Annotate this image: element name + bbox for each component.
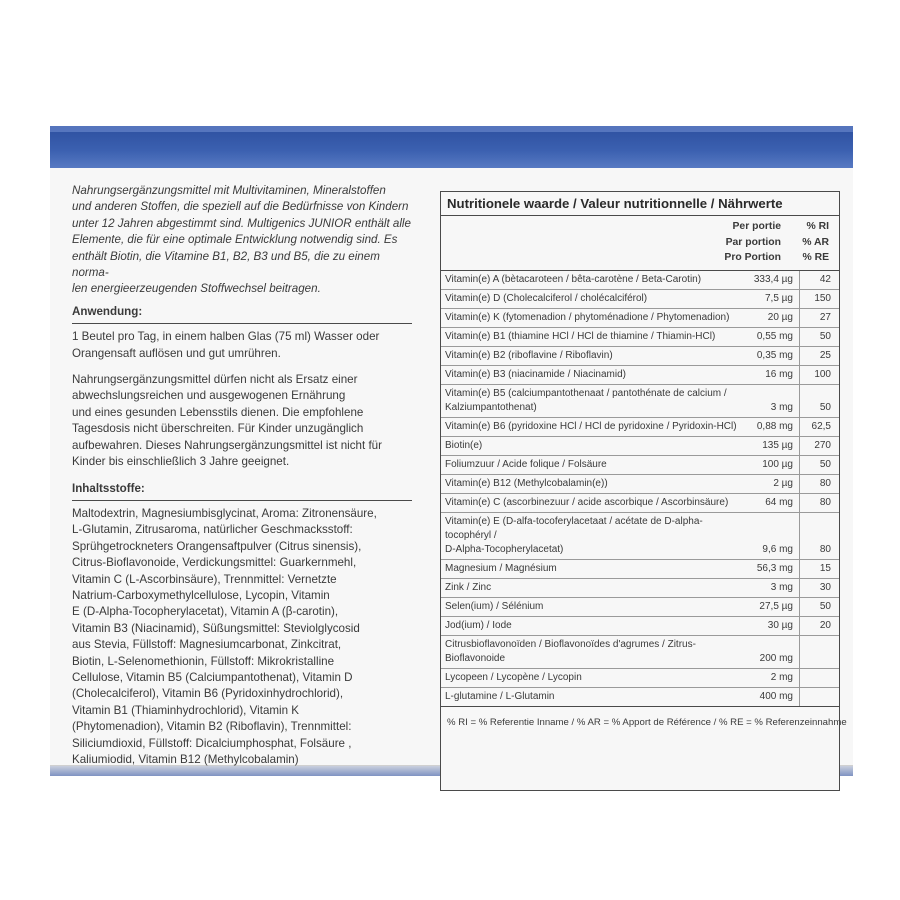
nutrient-name-line: Vitamin(e) K (fytomenadion / phytoménadione / Phytomenadion) (445, 311, 730, 323)
ingredients-line: Vitamin B3 (Niacinamid), Süßungsmittel: Steviolglycosid (72, 621, 360, 635)
nutrient-name (441, 494, 741, 512)
nutrient-ri (799, 636, 837, 668)
nutrient-ri: 62,5 (799, 418, 837, 436)
nutrient-name (441, 437, 741, 455)
nutrient-amount: 135 µg (762, 439, 793, 451)
description-column (72, 183, 412, 768)
ingredients-line: Cellulose, Vitamin B5 (Calciumpantothenat), Vitamin D (72, 670, 353, 684)
nutrient-name (441, 456, 741, 474)
usage-line: 1 Beutel pro Tag, in einem halben Glas (75 ml) Wasser oder (72, 330, 380, 344)
nutrient-amount: 3 mg (770, 401, 793, 413)
table-row (441, 271, 839, 290)
box-top-blue-band (50, 126, 853, 170)
nutrition-footnote: % RI = % Referentie Inname / % AR = % Apport de Référence / % RE = % Referenzeinnahme (447, 716, 847, 728)
table-row (441, 328, 839, 347)
nutrient-amount: 0,35 mg (756, 349, 793, 361)
nutrient-name (441, 385, 741, 417)
nutrient-amount: 0,55 mg (756, 330, 793, 342)
usage-text (72, 329, 412, 362)
nutrient-name-line: Vitamin(e) B5 (calciumpantothenaat / pantothénate de calcium / (445, 387, 727, 399)
table-row (441, 579, 839, 598)
table-row (441, 494, 839, 513)
nutrient-amount: 2 µg (773, 477, 793, 489)
nutrient-ri (799, 688, 837, 706)
nutrient-ri: 80 (799, 475, 837, 493)
intro-line: enthält Biotin, die Vitamine B1, B2, B3 und B5, die zu einem norma- (72, 249, 380, 280)
intro-line: unter 12 Jahren abgestimmt sind. Multigenics JUNIOR enthält alle (72, 216, 411, 230)
ingredients-line: (Cholecalciferol), Vitamin B6 (Pyridoxinhydrochlorid), (72, 687, 344, 701)
nutrient-name (441, 366, 741, 384)
nutrient-name-line: Biotin(e) (445, 439, 483, 451)
nutrient-name (441, 328, 741, 346)
nutrient-name (441, 598, 741, 616)
nutrient-name (441, 309, 741, 327)
nutrient-name (441, 513, 741, 559)
nutrient-ri: 50 (799, 328, 837, 346)
table-row (441, 418, 839, 437)
ingredients-text (72, 506, 412, 769)
warning-line: Tagesdosis nicht überschreiten. Für Kinder unzugänglich (72, 422, 364, 436)
nutrient-ri: 25 (799, 347, 837, 365)
box-top-highlight (50, 126, 853, 132)
nutrient-name-line: Lycopeen / Lycopène / Lycopin (445, 671, 582, 683)
nutrient-ri (799, 669, 837, 687)
ingredients-line: L-Glutamin, Zitrusaroma, natürlicher Geschmacksstoff: (72, 523, 353, 537)
nutrient-amount: 64 mg (765, 496, 793, 508)
table-row (441, 385, 839, 418)
intro-line: und anderen Stoffen, die speziell auf die Bedürfnisse von Kindern (72, 200, 409, 214)
ingredients-line: Maltodextrin, Magnesiumbisglycinat, Aroma: Zitronensäure, (72, 506, 377, 520)
nutrient-name-line: Vitamin(e) B1 (thiamine HCl / HCl de thiamine / Thiamin-HCl) (445, 330, 716, 342)
nutrient-name-line: Vitamin(e) B12 (Methylcobalamin(e)) (445, 477, 608, 489)
ingredients-line: Citrus-Bioflavonoide, Verdickungsmittel: Guarkernmehl, (72, 556, 357, 570)
header-ri-label: % RI (806, 221, 829, 232)
table-row (441, 309, 839, 328)
nutrition-table-header (441, 216, 839, 271)
table-row (441, 513, 839, 560)
nutrient-amount: 30 µg (767, 619, 793, 631)
nutrient-name-line: Vitamin(e) C (ascorbinezuur / acide ascorbique / Ascorbinsäure) (445, 496, 729, 508)
warning-line: abwechslungsreichen und ausgewogenen Ernährung (72, 389, 346, 403)
nutrient-name-line: Foliumzuur / Acide folique / Folsäure (445, 458, 607, 470)
nutrient-amount: 333,4 µg (753, 273, 793, 285)
nutrient-ri: 80 (799, 494, 837, 512)
nutrient-amount: 7,5 µg (764, 292, 793, 304)
ingredients-line: Vitamin B1 (Thiaminhydrochlorid), Vitamin K (72, 703, 300, 717)
nutrient-name (441, 290, 741, 308)
nutrient-name-line: Vitamin(e) B3 (niacinamide / Niacinamid) (445, 368, 626, 380)
nutrient-ri: 50 (799, 456, 837, 474)
intro-line: Elemente, die für eine optimale Entwicklung notwendig sind. Es (72, 233, 398, 247)
ingredients-line: E (D-Alpha-Tocopherylacetat), Vitamin A (β-carotin), (72, 605, 339, 619)
table-row (441, 688, 839, 707)
header-spacer (441, 219, 701, 266)
ingredients-line: Vitamin C (L-Ascorbinsäure), Trennmittel: Vernetzte (72, 572, 337, 586)
nutrient-ri: 270 (799, 437, 837, 455)
nutrient-name-line: Selen(ium) / Sélénium (445, 600, 544, 612)
table-row (441, 669, 839, 688)
nutrient-name (441, 579, 741, 597)
table-row (441, 475, 839, 494)
nutrient-name (441, 560, 741, 578)
nutrient-name (441, 418, 741, 436)
nutrient-name-line: Kalziumpantothenat) (445, 401, 537, 413)
table-row (441, 290, 839, 309)
ingredients-line: (Phytomenadion), Vitamin B2 (Riboflavin), Trennmittel: (72, 720, 352, 734)
nutrient-ri: 15 (799, 560, 837, 578)
nutrient-ri: 30 (799, 579, 837, 597)
nutrient-amount: 9,6 mg (762, 543, 793, 555)
intro-line: Nahrungsergänzungsmittel mit Multivitaminen, Mineralstoffen (72, 184, 386, 197)
warning-text (72, 372, 412, 470)
nutrition-table-title: Nutritionele waarde / Valeur nutritionnelle / Nährwerte (441, 192, 839, 216)
ingredients-line: Natrium-Carboxymethylcellulose, Lycopin, Vitamin (72, 588, 330, 602)
nutrient-amount: 100 µg (762, 458, 793, 470)
header-portion-label: Par portion (725, 236, 781, 248)
nutrient-name-line: L-glutamine / L-Glutamin (445, 690, 555, 702)
header-ri (789, 219, 837, 266)
nutrient-name (441, 688, 741, 706)
table-row (441, 598, 839, 617)
warning-line: aufbewahren. Dieses Nahrungsergänzungsmittel ist nicht für (72, 438, 382, 452)
nutrient-name-line: Vitamin(e) B6 (pyridoxine HCl / HCl de pyridoxine / Pyridoxin-HCl) (445, 420, 737, 432)
usage-heading: Anwendung: (72, 304, 412, 324)
nutrition-rows (441, 271, 839, 707)
nutrient-name-line: Vitamin(e) D (Cholecalciferol / cholécalciférol) (445, 292, 648, 304)
ingredients-line: Kaliumiodid, Vitamin B12 (Methylcobalamin) (72, 753, 299, 766)
nutrition-table (440, 191, 847, 791)
nutrient-name (441, 347, 741, 365)
ingredients-line: aus Stevia, Füllstoff: Magnesiumcarbonat, Zinkcitrat, (72, 638, 342, 652)
table-row (441, 617, 839, 636)
nutrient-ri: 50 (799, 598, 837, 616)
nutrient-name (441, 669, 741, 687)
header-ri-label: % RE (802, 252, 829, 263)
nutrient-ri: 20 (799, 617, 837, 635)
header-ri-label: % AR (802, 236, 829, 248)
nutrient-name-line: Zink / Zinc (445, 581, 492, 593)
nutrient-name (441, 271, 741, 289)
nutrient-amount: 2 mg (770, 671, 793, 683)
nutrient-name-line: Vitamin(e) A (bètacaroteen / bêta-carotène / Beta-Carotin) (445, 273, 702, 285)
nutrient-name-line: Jod(ium) / Iode (445, 619, 512, 631)
ingredients-line: Siliciumdioxid, Füllstoff: Dicalciumphosphat, Folsäure , (72, 736, 352, 750)
table-row (441, 636, 839, 669)
warning-line: Kinder bis einschließlich 3 Jahre geeignet. (72, 455, 290, 469)
nutrient-name (441, 636, 741, 668)
nutrient-ri: 150 (799, 290, 837, 308)
table-row (441, 437, 839, 456)
nutrient-ri: 27 (799, 309, 837, 327)
nutrient-name-line: Vitamin(e) B2 (riboflavine / Riboflavin) (445, 349, 613, 361)
ingredients-line: Sprühgetrockneters Orangensaftpulver (Citrus sinensis), (72, 539, 362, 553)
nutrient-ri: 42 (799, 271, 837, 289)
nutrient-ri: 80 (799, 513, 837, 559)
nutrient-name-line: Vitamin(e) E (D-alfa-tocoferylacetaat / acétate de D-alpha-tocophéryl / (445, 515, 703, 541)
nutrient-name-line: Magnesium / Magnésium (445, 562, 557, 574)
table-row (441, 560, 839, 579)
header-portion-label: Per portie (732, 221, 781, 232)
nutrient-name (441, 475, 741, 493)
intro-text (72, 183, 412, 298)
table-row (441, 456, 839, 475)
header-portion-label: Pro Portion (724, 252, 781, 263)
warning-line: Nahrungsergänzungsmittel dürfen nicht als Ersatz einer (72, 373, 358, 387)
ingredients-heading: Inhaltsstoffe: (72, 481, 412, 501)
intro-line: len energieerzeugenden Stoffwechsel beitragen. (72, 282, 321, 296)
nutrient-amount: 3 mg (770, 581, 793, 593)
nutrient-amount: 56,3 mg (756, 562, 793, 574)
nutrient-amount: 0,88 mg (756, 420, 793, 432)
nutrient-name-line: Citrusbioflavonoïden / Bioflavonoïdes d'agrumes / Zitrus-Bioflavonoide (445, 638, 696, 664)
header-portion (701, 219, 789, 266)
nutrient-name-line: D-Alpha-Tocopherylacetat) (445, 543, 564, 555)
table-row (441, 366, 839, 385)
nutrient-name (441, 617, 741, 635)
ingredients-line: Biotin, L-Selenomethionin, Füllstoff: Mikrokristalline (72, 654, 335, 668)
usage-line: Orangensaft auflösen und gut umrühren. (72, 346, 281, 360)
warning-line: und eines gesunden Lebensstils dienen. Die empfohlene (72, 405, 364, 419)
nutrient-ri: 100 (799, 366, 837, 384)
nutrient-amount: 400 mg (759, 690, 793, 702)
nutrient-amount: 27,5 µg (759, 600, 793, 612)
nutrient-ri: 50 (799, 385, 837, 417)
nutrient-amount: 200 mg (759, 652, 793, 664)
nutrient-amount: 20 µg (767, 311, 793, 323)
table-row (441, 347, 839, 366)
nutrient-amount: 16 mg (765, 368, 793, 380)
